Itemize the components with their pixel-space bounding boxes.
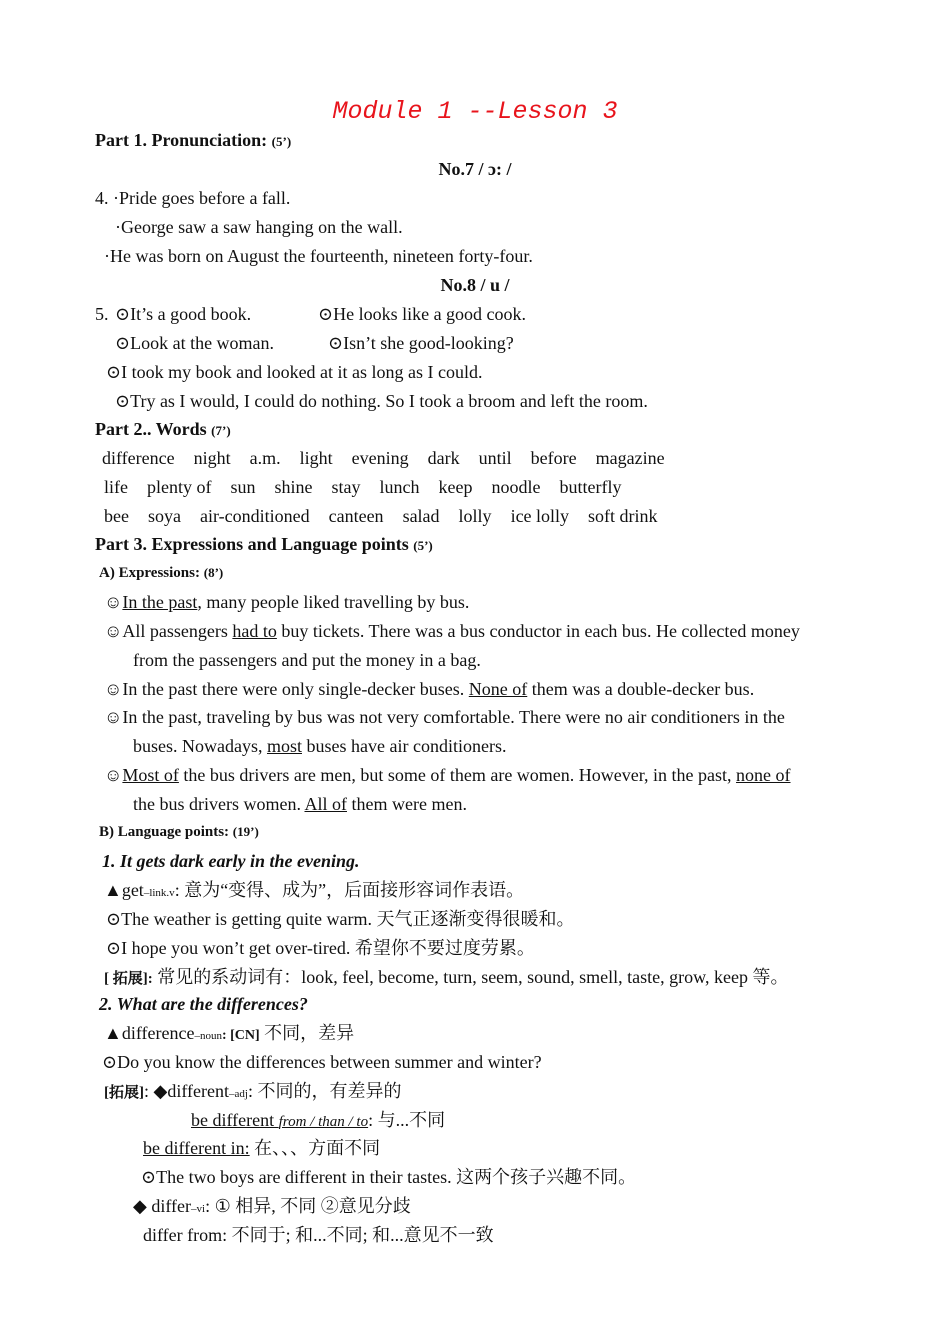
- word: ice lolly: [510, 506, 570, 526]
- word: night: [193, 448, 231, 468]
- smiley-icon: ☺: [104, 621, 123, 641]
- text: In the past, traveling by bus was not very comfortable. There were no air conditioners in the: [122, 707, 785, 727]
- sentence-5-num: 5.: [95, 304, 109, 324]
- expressions-score: (8’): [203, 565, 224, 580]
- word: sun: [230, 477, 256, 497]
- text: , many people liked travelling by bus.: [197, 592, 470, 612]
- word: magazine: [595, 448, 665, 468]
- word: plenty of: [147, 477, 212, 497]
- phrase: [191, 1110, 368, 1130]
- example-1: ⊙The weather is getting quite warm. 天气正逐渐变得很暖和。: [106, 909, 575, 929]
- text: be different: [191, 1110, 279, 1130]
- expressions-heading-text: A) Expressions:: [99, 565, 200, 581]
- text: from / than / to: [278, 1114, 369, 1130]
- sentence-5-2a: ⊙Look at the woman.: [115, 333, 275, 353]
- text: ▲difference: [104, 1023, 195, 1043]
- phrase: none of: [736, 765, 791, 785]
- word: before: [530, 448, 577, 468]
- word: butterfly: [559, 477, 622, 497]
- text: 不同，差异: [259, 1023, 355, 1043]
- expression-5: [104, 764, 791, 786]
- sentence-5-2b: ⊙Isn’t she good-looking?: [328, 333, 514, 353]
- word: life: [104, 477, 128, 497]
- expression-5-cont: [133, 793, 467, 815]
- text: In the past there were only single-decker buses.: [122, 679, 469, 699]
- example-2: ⊙I hope you won’t get over-tired. 希望你不要过度劳累。: [106, 938, 535, 958]
- sentence-5-3: ⊙I took my book and looked at it as long as I could.: [106, 362, 483, 382]
- sentence-4-3: ·He was born on August the fourteenth, nineteen forty-four.: [104, 246, 533, 266]
- expression-2-cont: from the passengers and put the money in a bag.: [133, 650, 481, 670]
- text: : 不同的，有差异的: [247, 1081, 402, 1101]
- text: them were men.: [346, 794, 467, 814]
- phrase: All of: [304, 794, 347, 814]
- get-definition: [104, 879, 524, 904]
- no8-heading: No.8 / u /: [440, 275, 510, 295]
- pos-label: –noun: [194, 1030, 222, 1042]
- sentence-5-4: ⊙Try as I would, I could do nothing. So I took a broom and left the room.: [115, 391, 648, 411]
- differ-definition: [133, 1195, 411, 1220]
- word: keep: [438, 477, 473, 497]
- word: evening: [351, 448, 409, 468]
- smiley-icon: ☺: [104, 707, 123, 727]
- word-row-1: [102, 447, 684, 469]
- smiley-icon: ☺: [104, 765, 123, 785]
- extension-1: [104, 966, 788, 990]
- word-row-2: [104, 476, 640, 498]
- point-2-heading: 2. What are the differences?: [99, 994, 308, 1014]
- part2-score: (7’): [211, 423, 231, 438]
- word-row-3: [104, 505, 677, 527]
- sentence-4-num: 4.: [95, 188, 109, 208]
- word: light: [299, 448, 333, 468]
- word: dark: [427, 448, 460, 468]
- difference-definition: [104, 1022, 354, 1047]
- text: : 意为“变得、成为”，后面接形容词作表语。: [174, 880, 525, 900]
- pos-label: –adj: [228, 1088, 248, 1100]
- no7-heading: No.7 / ɔ: /: [438, 159, 512, 179]
- text: All passengers: [122, 621, 233, 641]
- pos-label: –link.v: [143, 887, 175, 899]
- example-3: ⊙Do you know the differences between summer and winter?: [102, 1052, 542, 1072]
- word: soft drink: [588, 506, 658, 526]
- word: air-conditioned: [199, 506, 310, 526]
- language-points-heading: [99, 821, 259, 843]
- part1-heading-text: Part 1. Pronunciation:: [95, 130, 268, 150]
- part1-heading: [95, 129, 291, 153]
- point-1-heading: 1. It gets dark early in the evening.: [102, 851, 360, 871]
- sentence-4-1: [95, 187, 290, 209]
- phrase: In the past: [122, 592, 198, 612]
- word: shine: [274, 477, 313, 497]
- sentence-4-1-text: ·Pride goes before a fall.: [113, 188, 291, 208]
- word: canteen: [328, 506, 384, 526]
- expression-1: [104, 591, 469, 613]
- phrase: None of: [468, 679, 528, 699]
- page-title: Module 1 --Lesson 3: [332, 97, 618, 126]
- expression-3: [104, 678, 754, 700]
- text: the bus drivers are men, but some of them are women. However, in the past,: [178, 765, 737, 785]
- smiley-icon: ☺: [104, 679, 123, 699]
- expression-4: [104, 706, 785, 728]
- part3-heading-text: Part 3. Expressions and Language points: [95, 534, 409, 554]
- be-different-from: [191, 1109, 445, 1133]
- sentence-4-2: ·George saw a saw hanging on the wall.: [115, 217, 403, 237]
- text: : ◆different: [144, 1081, 229, 1101]
- language-points-score: (19’): [232, 824, 259, 839]
- word: stay: [331, 477, 361, 497]
- word: lunch: [379, 477, 420, 497]
- text: 在、、、方面不同: [249, 1138, 381, 1158]
- cn-label: : [CN]: [221, 1028, 260, 1043]
- expression-4-cont: [133, 735, 506, 757]
- extension-label: [拓展]: [104, 1085, 144, 1101]
- phrase: most: [266, 736, 302, 756]
- pos-label: –vi: [191, 1203, 206, 1215]
- text: : ① 相异, 不同 ②意见分歧: [205, 1196, 411, 1216]
- part3-heading: [95, 533, 433, 557]
- text: them was a double-decker bus.: [527, 679, 755, 699]
- text: the bus drivers women.: [133, 794, 305, 814]
- part3-score: (5’): [413, 538, 433, 553]
- phrase: had to: [232, 621, 277, 641]
- word: noodle: [491, 477, 541, 497]
- text: 常见的系动词有：look, feel, become, turn, seem, sound, smell, taste, grow, keep 等。: [152, 967, 789, 987]
- be-different-in: [143, 1137, 380, 1159]
- differ-from: differ from: 不同于; 和...不同; 和...意见不一致: [143, 1225, 494, 1245]
- word: soya: [147, 506, 181, 526]
- phrase: Most of: [122, 765, 179, 785]
- word: salad: [402, 506, 440, 526]
- language-points-heading-text: B) Language points:: [99, 824, 230, 840]
- text: buses have air conditioners.: [302, 736, 507, 756]
- text: ▲get: [104, 880, 144, 900]
- word: difference: [102, 448, 175, 468]
- text: ◆ differ: [133, 1196, 191, 1216]
- example-4: ⊙The two boys are different in their tastes. 这两个孩子兴趣不同。: [141, 1167, 637, 1187]
- sentence-5-1a: ⊙It’s a good book.: [115, 304, 252, 324]
- text: : 与...不同: [368, 1110, 446, 1130]
- part2-heading: [95, 418, 231, 442]
- extension-2: [104, 1080, 401, 1105]
- part1-score: (5’): [271, 134, 292, 149]
- word: lolly: [458, 506, 492, 526]
- text: buy tickets. There was a bus conductor in each bus. He collected money: [276, 621, 800, 641]
- expressions-heading: [99, 562, 223, 584]
- part2-heading-text: Part 2.. Words: [95, 419, 207, 439]
- word: a.m.: [249, 448, 281, 468]
- expression-2: [104, 620, 800, 642]
- phrase: be different in:: [143, 1138, 250, 1158]
- word: bee: [104, 506, 129, 526]
- extension-label: [ 拓展]:: [104, 971, 153, 987]
- smiley-icon: ☺: [104, 592, 123, 612]
- text: buses. Nowadays,: [133, 736, 267, 756]
- word: until: [478, 448, 512, 468]
- sentence-5-1b: ⊙He looks like a good cook.: [318, 304, 527, 324]
